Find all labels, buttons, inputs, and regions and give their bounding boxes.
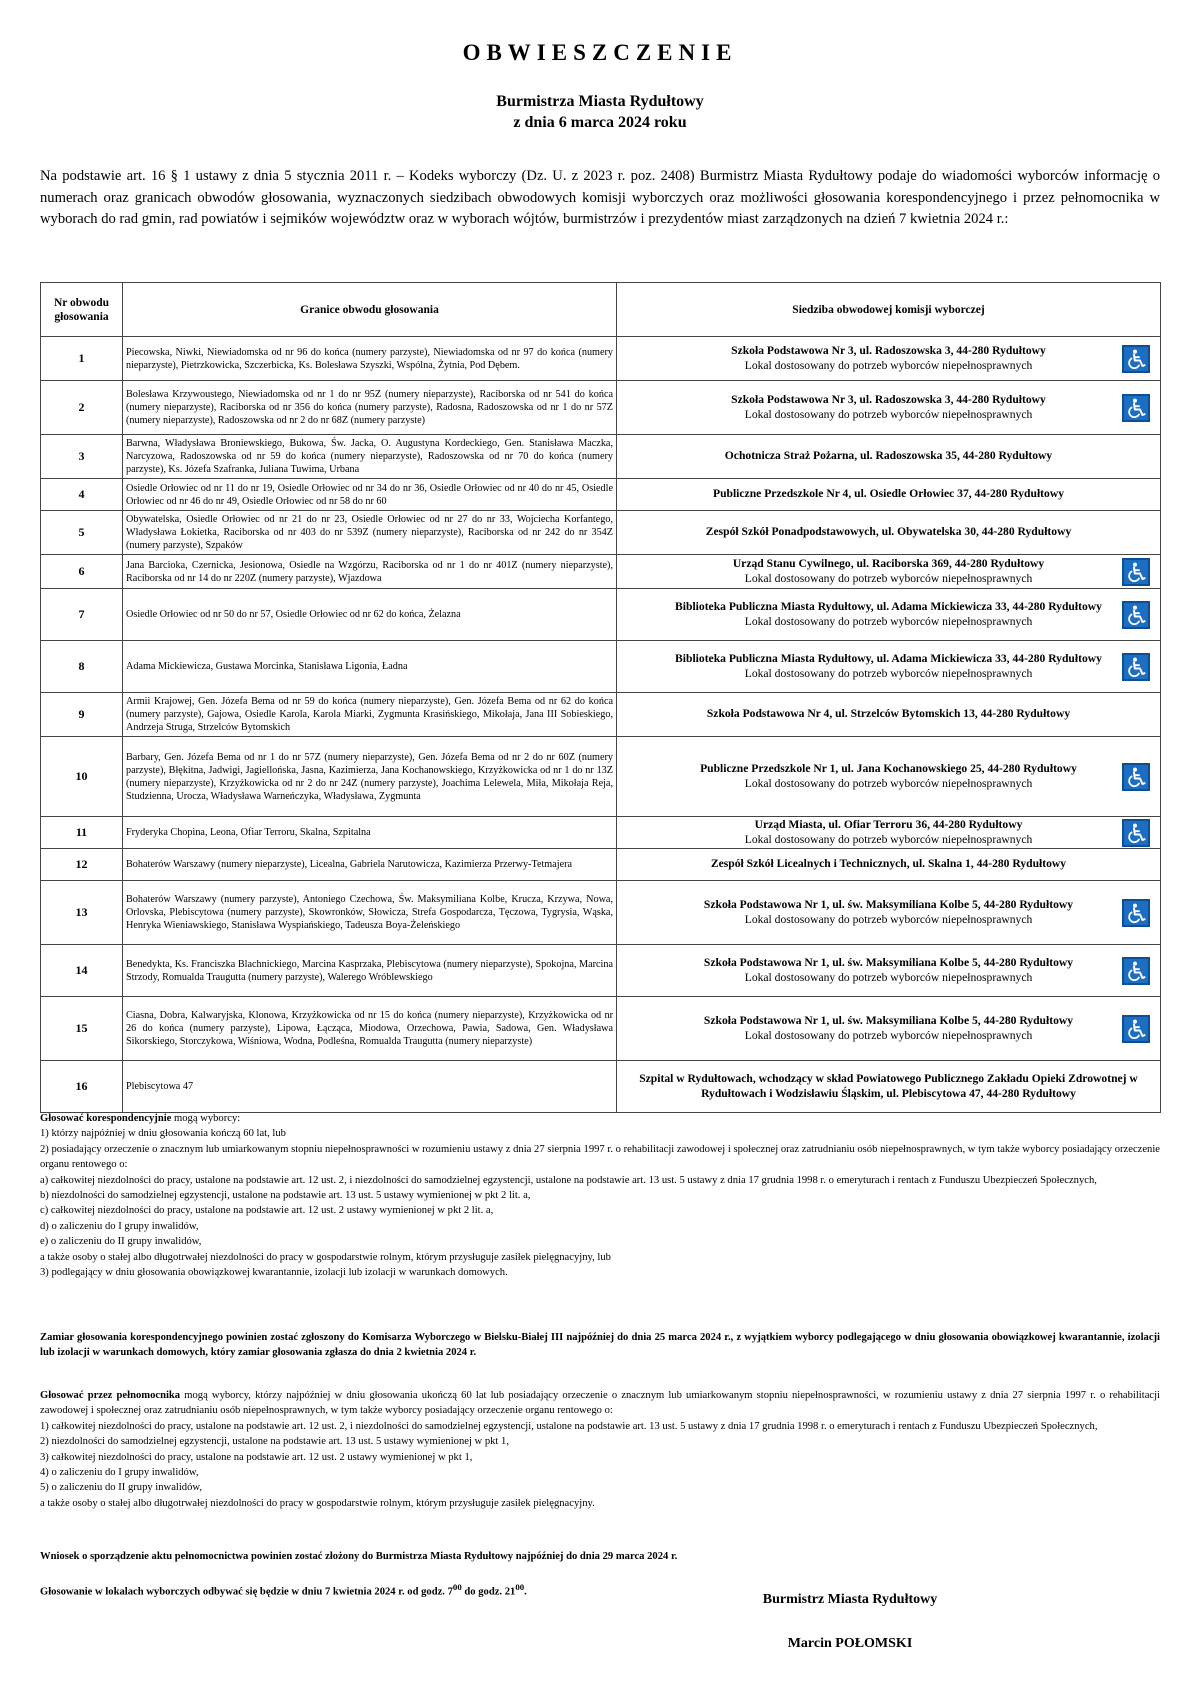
table-header-row <box>41 283 1161 337</box>
seat-address: Publiczne Przedszkole Nr 1, ul. Jana Kochanowskiego 25, 44-280 Rydułtowy <box>700 762 1077 776</box>
koresp-section <box>40 1111 1160 1280</box>
wheelchair-icon <box>1122 899 1150 927</box>
district-boundaries: Barbary, Gen. Józefa Bema od nr 1 do nr 57Z (numery nieparzyste), Gen. Józefa Bema od nr 2 do nr 60Z (numery parzyste), Błękitna, Jadwigi, Jagiellońska, Jasna, Kazimierza, Jana Kochanowskiego, Krzyżkowicka od nr 1 do nr 13Z (numery nieparzyste), Krzyżkowicka od nr 2 do nr 24Z (numery parzyste), Joachima Lelewela, Miła, Mikołaja Reja, Studzienna, Urocza, Władysława Warneńczyka, Władysława, Zygmunta <box>123 737 617 817</box>
pelnom-lead-rest: mogą wyborcy, którzy najpóźniej w dniu głosowania ukończą 60 lat lub posiadający orzeczenie o znacznym lub umiarkowanym stopniu niepełnosprawności, w rozumieniu ustawy z dnia 27 sierpnia 1997 r. o rehabilitacji zawodowej i społecznej oraz zatrudnianiu osób niepełnosprawnych, w tym także wyborcy posiadający orzeczenie organu rentowego o: <box>40 1390 1160 1417</box>
voting-hours-text: Głosowanie w lokalach wyborczych odbywać się będzie w dniu 7 kwietnia 2024 r. od godz. 7 <box>40 1586 453 1598</box>
district-boundaries: Bolesława Krzywoustego, Niewiadomska od nr 1 do nr 95Z (numery nieparzyste), Raciborska od nr 541 do końca (numery nieparzyste), Raciborska od nr 356 do końca (numery parzyste), Radosna, Radoszowska od nr 1 do nr 57Z (numery nieparzyste), Radoszowska od nr 2 do nr 68Z (numery parzyste) <box>123 381 617 435</box>
district-boundaries: Adama Mickiewicza, Gustawa Morcinka, Stanisława Ligonia, Ładna <box>123 641 617 693</box>
district-boundaries: Armii Krajowej, Gen. Józefa Bema od nr 59 do końca (numery nieparzyste), Gen. Józefa Bema od nr 62 do końca (numery parzyste), Gajowa, Osiedle Karola, Karola Miarki, Zygmunta Krasińskiego, Mikołaja, Jana III Sobieskiego, Andrzeja Struga, Strzelców Bytomskich <box>123 693 617 737</box>
list-item: 2) niezdolności do samodzielnej egzystencji, ustalone na podstawie art. 13 ust. 5 ustawy wymienionej w pkt 1, <box>40 1436 509 1448</box>
commission-seat <box>617 589 1161 641</box>
wheelchair-icon <box>1122 394 1150 422</box>
district-number: 13 <box>41 881 123 945</box>
commission-seat <box>617 381 1161 435</box>
district-boundaries: Ciasna, Dobra, Kalwaryjska, Klonowa, Krzyżkowicka od nr 15 do końca (numery nieparzyste), Krzyżkowicka od nr 26 do końca (numery parzyste), Lipowa, Łącząca, Miodowa, Orzechowa, Pawia, Sadowa, Gen. Władysława Sikorskiego, Storczykowa, Wiśniowa, Wodna, Podleśna, Romualda Traugutta (numery nieparzyste) <box>123 997 617 1061</box>
accessibility-note: Lokal dostosowany do potrzeb wyborców niepełnosprawnych <box>744 358 1033 372</box>
wheelchair-icon <box>1122 957 1150 985</box>
header-siedziba: Siedziba obwodowej komisji wyborczej <box>617 283 1161 337</box>
commission-seat <box>617 435 1161 479</box>
table-row <box>41 337 1161 381</box>
commission-seat <box>617 945 1161 997</box>
seat-address: Urząd Stanu Cywilnego, ul. Raciborska 369, 44-280 Rydułtowy <box>732 557 1045 571</box>
commission-seat <box>617 479 1161 511</box>
pelnom-list <box>40 1419 1160 1511</box>
list-item: c) całkowitej niezdolności do pracy, ustalone na podstawie art. 12 ust. 2 ustawy wymienionej w pkt 2 lit. a, <box>40 1205 494 1217</box>
table-row <box>41 737 1161 817</box>
list-item: 3) całkowitej niezdolności do pracy, ustalone na podstawie art. 12 ust. 2 ustawy wymienionej w pkt 1, <box>40 1451 473 1463</box>
signature-role: Burmistrz Miasta Rydułtowy <box>762 1592 938 1607</box>
list-item: 5) o zaliczeniu do II grupy inwalidów, <box>40 1482 202 1494</box>
accessibility-note: Lokal dostosowany do potrzeb wyborców niepełnosprawnych <box>744 666 1033 680</box>
district-boundaries: Osiedle Orłowiec od nr 11 do nr 19, Osiedle Orłowiec od nr 34 do nr 36, Osiedle Orłowiec od nr 40 do nr 45, Osiedle Orłowiec od nr 46 do nr 49, Osiedle Orłowiec od nr 58 do nr 60 <box>123 479 617 511</box>
voting-hours-mid: do godz. 21 <box>461 1586 516 1598</box>
intro-paragraph: Na podstawie art. 16 § 1 ustawy z dnia 5 stycznia 2011 r. – Kodeks wyborczy (Dz. U. z 2023 r. poz. 2408) Burmistrz Miasta Rydułtowy podaje do wiadomości wyborców informację o numerach oraz granicach obwodów głosowania, wyznaczonych siedzibach obwodowych komisji wyborczych oraz możliwości głosowania korespondencyjnego i przez pełnomocnika w wyborach do rad gmin, rad powiatów i sejmików województw oraz w wyborach wójtów, burmistrzów i prezydentów miast zarządzonych na dzień 7 kwietnia 2024 r.: <box>40 168 1160 227</box>
accessibility-note: Lokal dostosowany do potrzeb wyborców niepełnosprawnych <box>744 1028 1033 1042</box>
document-subtitle <box>0 91 1200 133</box>
district-number: 7 <box>41 589 123 641</box>
header-granice: Granice obwodu głosowania <box>123 283 617 337</box>
pelnom-lead <box>40 1388 1160 1419</box>
district-number: 12 <box>41 849 123 881</box>
list-item: 1) całkowitej niezdolności do pracy, ustalone na podstawie art. 12 ust. 2, i niezdolności do samodzielnej egzystencji, ustalone na podstawie art. 13 ust. 5 ustawy z dnia 17 grudnia 1998 r. o emeryturach i rentach z Funduszu Ubezpieczeń Społecznych, <box>40 1420 1098 1432</box>
district-number: 16 <box>41 1061 123 1113</box>
seat-address: Biblioteka Publiczna Miasta Rydułtowy, ul. Adama Mickiewicza 33, 44-280 Rydułtowy <box>675 652 1102 666</box>
commission-seat <box>617 511 1161 555</box>
table-row <box>41 997 1161 1061</box>
wheelchair-icon <box>1122 763 1150 791</box>
table-row <box>41 1061 1161 1113</box>
district-number: 6 <box>41 555 123 589</box>
commission-seat <box>617 997 1161 1061</box>
accessibility-note: Lokal dostosowany do potrzeb wyborców niepełnosprawnych <box>744 614 1033 628</box>
seat-address: Ochotnicza Straż Pożarna, ul. Radoszowska 35, 44-280 Rydułtowy <box>724 449 1053 463</box>
list-item: 4) o zaliczeniu do I grupy inwalidów, <box>40 1467 199 1479</box>
table-row <box>41 881 1161 945</box>
koresp-deadline: Zamiar głosowania korespondencyjnego powinien zostać zgłoszony do Komisarza Wyborczego w Bielsku-Białej III najpóźniej do dnia 25 marca 2024 r., z wyjątkiem wyborcy podlegającego w dniu głosowania obowiązkowej kwarantannie, izolacji lub izolacji w warunkach domowych, który zamiar głosowania zgłasza do dnia 2 kwietnia 2024 r. <box>40 1332 1160 1359</box>
pelnom-lead-bold: Głosować przez pełnomocnika <box>40 1390 181 1401</box>
seat-address: Szkoła Podstawowa Nr 4, ul. Strzelców Bytomskich 13, 44-280 Rydułtowy <box>706 707 1071 721</box>
list-item: 2) posiadający orzeczenie o znacznym lub umiarkowanym stopniu niepełnosprawności w rozumieniu ustawy z dnia 27 sierpnia 1997 r. o rehabilitacji zawodowej i społecznej oraz zatrudnianiu osób niepełnosprawnych, w tym także wyborcy posiadający orzeczenie organu rentowego o: <box>40 1143 1160 1171</box>
seat-address: Zespół Szkół Licealnych i Technicznych, ul. Skalna 1, 44-280 Rydułtowy <box>710 857 1067 871</box>
district-boundaries: Obywatelska, Osiedle Orłowiec od nr 21 do nr 23, Osiedle Orłowiec od nr 27 do nr 33, Wojciecha Korfantego, Władysława Łokietka, Raciborska od nr 403 do nr 539Z (numery nieparzyste), Raciborska od nr 242 do nr 354Z (numery parzyste), Szpaków <box>123 511 617 555</box>
district-boundaries: Bohaterów Warszawy (numery parzyste), Antoniego Czechowa, Św. Maksymiliana Kolbe, Krucza, Krzywa, Nowa, Orlovska, Plebiscytowa (numery parzyste), Skowronków, Słowicza, Strefa Gospodarcza, Tęczowa, Tygrysia, Wąska, Henryka Wieniawskiego, Stanisława Wyspiańskiego, Tadeusza Boya-Żeleńskiego <box>123 881 617 945</box>
voting-hours-sup-end: 00 <box>515 1582 525 1592</box>
koresp-lead <box>40 1111 1160 1126</box>
signature-name: Marcin POŁOMSKI <box>787 1636 913 1651</box>
district-number: 9 <box>41 693 123 737</box>
seat-address: Szpital w Rydułtowach, wchodzący w skład Powiatowego Publicznego Zakładu Opieki Zdrowotnej w Rydułtowach i Wodzisławiu Śląskim, ul. Plebiscytowa 47, 44-280 Rydułtowy <box>639 1072 1138 1100</box>
district-number: 1 <box>41 337 123 381</box>
header-nr: Nr obwodu głosowania <box>41 283 123 337</box>
wheelchair-icon <box>1122 819 1150 847</box>
list-item: e) o zaliczeniu do II grupy inwalidów, <box>40 1236 202 1248</box>
table-row <box>41 693 1161 737</box>
district-boundaries: Bohaterów Warszawy (numery nieparzyste), Licealna, Gabriela Narutowicza, Kazimierza Przerwy-Tetmajera <box>123 849 617 881</box>
wheelchair-icon <box>1122 601 1150 629</box>
table-row <box>41 589 1161 641</box>
district-number: 15 <box>41 997 123 1061</box>
seat-address: Szkoła Podstawowa Nr 1, ul. św. Maksymiliana Kolbe 5, 44-280 Rydułtowy <box>703 956 1074 970</box>
wheelchair-icon <box>1122 1015 1150 1043</box>
district-boundaries: Osiedle Orłowiec od nr 50 do nr 57, Osiedle Orłowiec od nr 62 do końca, Żelazna <box>123 589 617 641</box>
seat-address: Zespół Szkół Ponadpodstawowych, ul. Obywatelska 30, 44-280 Rydułtowy <box>705 525 1072 539</box>
table-row <box>41 479 1161 511</box>
pelnom-deadline: Wniosek o sporządzenie aktu pełnomocnictwa powinien zostać złożony do Burmistrza Miasta Rydułtowy najpóźniej do dnia 29 marca 2024 r. <box>40 1551 678 1562</box>
seat-address: Biblioteka Publiczna Miasta Rydułtowy, ul. Adama Mickiewicza 33, 44-280 Rydułtowy <box>675 600 1102 614</box>
date-line: z dnia 6 marca 2024 roku <box>513 114 687 131</box>
table-row <box>41 945 1161 997</box>
district-number: 5 <box>41 511 123 555</box>
wheelchair-icon <box>1122 558 1150 586</box>
document-title: OBWIESZCZENIE <box>462 40 738 65</box>
commission-seat <box>617 337 1161 381</box>
list-item: 1) którzy najpóźniej w dniu głosowania kończą 60 lat, lub <box>40 1128 286 1140</box>
voting-hours-sup-start: 00 <box>452 1582 462 1592</box>
issuer-line: Burmistrza Miasta Rydułtowy <box>496 93 704 110</box>
accessibility-note: Lokal dostosowany do potrzeb wyborców niepełnosprawnych <box>744 912 1033 926</box>
table-row <box>41 641 1161 693</box>
district-boundaries: Barwna, Władysława Broniewskiego, Bukowa, Św. Jacka, O. Augustyna Kordeckiego, Gen. Stanisława Maczka, Narcyzowa, Radoszowska od nr 59 do końca (numery nieparzyste), Radoszowska od nr 70 do końca (numery parzyste), Ks. Józefa Szafranka, Juliana Tuwima, Urbana <box>123 435 617 479</box>
table-row <box>41 511 1161 555</box>
district-number: 2 <box>41 381 123 435</box>
district-number: 11 <box>41 817 123 849</box>
commission-seat <box>617 817 1161 849</box>
commission-seat <box>617 1061 1161 1113</box>
accessibility-note: Lokal dostosowany do potrzeb wyborców niepełnosprawnych <box>744 776 1033 790</box>
table-row <box>41 849 1161 881</box>
district-boundaries: Benedykta, Ks. Franciszka Blachnickiego, Marcina Kasprzaka, Plebiscytowa (numery nieparzyste), Spokojna, Marcina Strzody, Romualda Traugutta (numery parzyste), Walerego Wróblewskiego <box>123 945 617 997</box>
list-item: b) niezdolności do samodzielnej egzystencji, ustalone na podstawie art. 13 ust. 5 ustawy wymienionej w pkt 2 lit. a, <box>40 1190 531 1202</box>
table-row <box>41 435 1161 479</box>
district-number: 14 <box>41 945 123 997</box>
list-item: d) o zaliczeniu do I grupy inwalidów, <box>40 1220 199 1232</box>
commission-seat <box>617 555 1161 589</box>
district-boundaries: Jana Barcioka, Czernicka, Jesionowa, Osiedle na Wzgórzu, Raciborska od nr 1 do nr 401Z (numery nieparzyste), Raciborska od nr 14 do nr 220Z (numery parzyste), Wjazdowa <box>123 555 617 589</box>
district-boundaries: Fryderyka Chopina, Leona, Ofiar Terroru, Skalna, Szpitalna <box>123 817 617 849</box>
table-row <box>41 555 1161 589</box>
district-boundaries: Piecowska, Niwki, Niewiadomska od nr 96 do końca (numery parzyste), Niewiadomska od nr 97 do końca (numery nieparzyste), Pietrzkowicka, Szczerbicka, Ks. Bolesława Szyszki, Wspólna, Żytnia, Pod Dębem. <box>123 337 617 381</box>
commission-seat <box>617 693 1161 737</box>
accessibility-note: Lokal dostosowany do potrzeb wyborców niepełnosprawnych <box>744 970 1033 984</box>
accessibility-note: Lokal dostosowany do potrzeb wyborców niepełnosprawnych <box>744 832 1033 846</box>
district-boundaries: Plebiscytowa 47 <box>123 1061 617 1113</box>
accessibility-note: Lokal dostosowany do potrzeb wyborców niepełnosprawnych <box>744 407 1033 421</box>
commission-seat <box>617 641 1161 693</box>
seat-address: Szkoła Podstawowa Nr 1, ul. św. Maksymiliana Kolbe 5, 44-280 Rydułtowy <box>703 1014 1074 1028</box>
district-number: 4 <box>41 479 123 511</box>
table-row <box>41 817 1161 849</box>
list-item: a także osoby o stałej albo długotrwałej niezdolności do pracy w gospodarstwie rolnym, którym przysługuje zasiłek pielęgnacyjny, lub <box>40 1251 611 1263</box>
list-item: 3) podlegający w dniu głosowania obowiązkowej kwarantannie, izolacji lub izolacji w warunkach domowych. <box>40 1267 508 1279</box>
pelnom-section <box>40 1388 1160 1511</box>
seat-address: Szkoła Podstawowa Nr 3, ul. Radoszowska 3, 44-280 Rydułtowy <box>731 393 1046 407</box>
koresp-list <box>40 1126 1160 1280</box>
seat-address: Urząd Miasta, ul. Ofiar Terroru 36, 44-280 Rydułtowy <box>754 818 1023 832</box>
district-number: 10 <box>41 737 123 817</box>
accessibility-note: Lokal dostosowany do potrzeb wyborców niepełnosprawnych <box>744 571 1033 585</box>
commission-seat <box>617 849 1161 881</box>
commission-seat <box>617 881 1161 945</box>
wheelchair-icon <box>1122 345 1150 373</box>
district-number: 8 <box>41 641 123 693</box>
commission-seat <box>617 737 1161 817</box>
voting-hours-end: . <box>524 1586 527 1598</box>
table-body <box>41 337 1161 1113</box>
districts-table <box>40 282 1161 1113</box>
seat-address: Publiczne Przedszkole Nr 4, ul. Osiedle Orłowiec 37, 44-280 Rydułtowy <box>712 487 1065 501</box>
table-row <box>41 381 1161 435</box>
koresp-lead-rest: mogą wyborcy: <box>171 1113 241 1124</box>
seat-address: Szkoła Podstawowa Nr 3, ul. Radoszowska 3, 44-280 Rydułtowy <box>731 344 1046 358</box>
list-item: a także osoby o stałej albo długotrwałej niezdolności do pracy w gospodarstwie rolnym, którym przysługuje zasiłek pielęgnacyjny. <box>40 1497 595 1509</box>
district-number: 3 <box>41 435 123 479</box>
wheelchair-icon <box>1122 653 1150 681</box>
list-item: a) całkowitej niezdolności do pracy, ustalone na podstawie art. 12 ust. 2, i niezdolności do samodzielnej egzystencji, ustalone na podstawie art. 13 ust. 5 ustawy z dnia 17 grudnia 1998 r. o emeryturach i rentach z Funduszu Ubezpieczeń Społecznych, <box>40 1174 1097 1186</box>
seat-address: Szkoła Podstawowa Nr 1, ul. św. Maksymiliana Kolbe 5, 44-280 Rydułtowy <box>703 898 1074 912</box>
koresp-lead-bold: Głosować korespondencyjnie <box>40 1113 172 1124</box>
